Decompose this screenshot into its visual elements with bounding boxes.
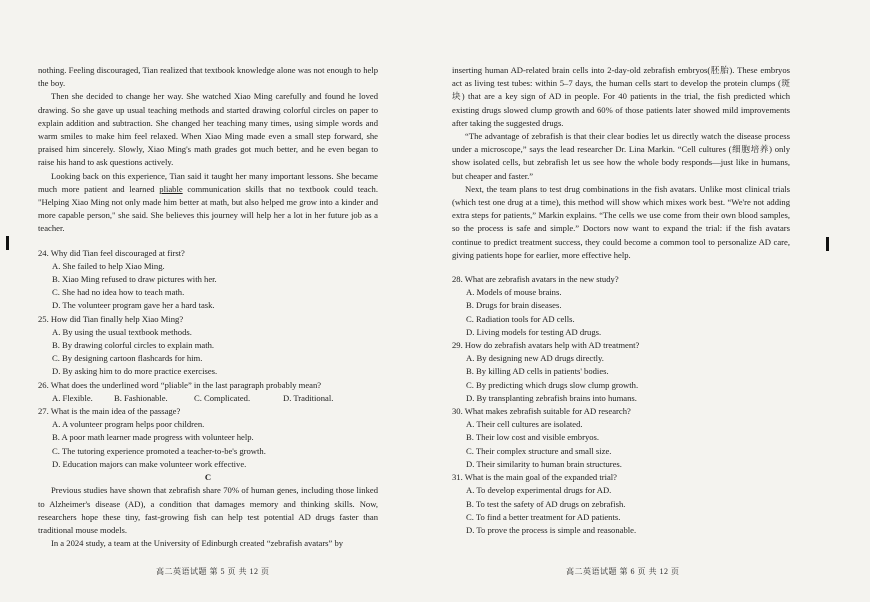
option: B. Drugs for brain diseases. xyxy=(466,300,562,311)
option: A. A volunteer program helps poor children. xyxy=(52,419,205,430)
option: B. A poor math learner made progress with volunteer help. xyxy=(52,432,254,443)
option: D. Their similarity to human brain structures. xyxy=(466,458,622,469)
option: D. The volunteer program gave her a hard task. xyxy=(52,300,215,311)
paragraph: In a 2024 study, a team at the University of Edinburgh created “zebrafish avatars” by xyxy=(51,538,344,549)
option: B. Fashionable. xyxy=(114,392,168,403)
options-row xyxy=(52,392,378,405)
option: C. Radiation tools for AD cells. xyxy=(466,313,575,324)
option: A. Flexible. xyxy=(52,392,93,403)
option: C. Complicated. xyxy=(194,392,251,403)
page-5-footer: 高二英语试题 第 5 页 共 12 页 xyxy=(156,567,270,576)
option: B. Xiao Ming refused to draw pictures with her. xyxy=(52,274,217,285)
option: A. She failed to help Xiao Ming. xyxy=(52,260,165,271)
question-24: 24. Why did Tian feel discouraged at first? xyxy=(38,247,185,258)
paragraph: Then she decided to change her way. She watched Xiao Ming carefully and found he loved drawing. So she gave up usual teaching methods and started drawing colorful circles on paper to explain addition and subtraction. She changed her teaching many times, using simple words and warm smiles to make him feel relaxed. When Xiao Ming made even a small step forward, she praised him sincerely. Slowly, Xiao Ming's math grades got much better, and he even began to raise his hand to ask questions actively. xyxy=(38,91,378,168)
option: D. Education majors can make volunteer work effective. xyxy=(52,458,247,469)
option: C. She had no idea how to teach math. xyxy=(52,287,185,298)
page-6-footer: 高二英语试题 第 6 页 共 12 页 xyxy=(566,567,680,576)
question-26: 26. What does the underlined word “pliable” in the last paragraph probably mean? xyxy=(38,379,322,390)
option: D. To prove the process is simple and reasonable. xyxy=(466,524,637,535)
underlined-word: pliable xyxy=(159,183,183,194)
paragraph: “The advantage of zebrafish is that their clear bodies let us directly watch the disease process under a microscope,” says the lead researcher Dr. Lina Markin. “Cell cultures (细胞培养) only show isolated cells, but zebrafish let us see how the whole body responds—just like in humans, but cheaper and faster.” xyxy=(452,131,790,181)
paragraph: Next, the team plans to test drug combinations in the fish avatars. Unlike most clinical trials (which test one drug at a time), this method will show which mixes work best. “We're not adding extra steps for patients,” Markin explains. “The cells we use come from their own blood samples, so the process is safe and simple.” Doctors now want to expand the trial: if the fish avatars continue to predict treatment success, they could become a common tool to personalize AD care, giving patients hope for earlier, more effective help. xyxy=(452,183,790,260)
paragraph: Previous studies have shown that zebrafish share 70% of human genes, including those linked to Alzheimer's disease (AD), a condition that damages memory and thinking skills. Now, researchers hope these tiny, fast-growing fish can help test potential AD drugs faster than traditional mouse models. xyxy=(38,485,378,535)
option: A. By using the usual textbook methods. xyxy=(52,326,192,337)
option: A. By designing new AD drugs directly. xyxy=(466,353,604,364)
question-30: 30. What makes zebrafish suitable for AD research? xyxy=(452,406,631,417)
paragraph: inserting human AD-related brain cells into 2-day-old zebrafish embryos(胚胎). These embryos act as living test tubes: within 5–7 days, the human cells start to develop the protein clumps (斑块) that are a key sign of AD in people. For 40 patients in the trial, the fish predicted which existing drugs slowed clump growth and 60% of those patients later showed mild improvements after taking the suggested drugs. xyxy=(452,65,790,128)
option: D. By transplanting zebrafish brains into humans. xyxy=(466,392,637,403)
right-binding-mark xyxy=(826,237,829,251)
option: C. Their complex structure and small size. xyxy=(466,445,612,456)
question-27: 27. What is the main idea of the passage? xyxy=(38,406,181,417)
option: D. By asking him to do more practice exercises. xyxy=(52,366,218,377)
page-5-column xyxy=(38,64,378,550)
option: B. By drawing colorful circles to explain math. xyxy=(52,340,215,351)
paragraph xyxy=(38,170,378,236)
option: A. Models of mouse brains. xyxy=(466,287,562,298)
paragraph: nothing. Feeling discouraged, Tian realized that textbook knowledge alone was not enough to help the boy. xyxy=(38,65,378,89)
option: C. The tutoring experience promoted a teacher-to-be's growth. xyxy=(52,445,266,456)
section-label: C xyxy=(204,472,212,483)
option: C. By designing cartoon flashcards for him. xyxy=(52,353,203,364)
option: B. To test the safety of AD drugs on zebrafish. xyxy=(466,498,626,509)
left-binding-mark xyxy=(6,236,9,250)
option: B. By killing AD cells in patients' bodies. xyxy=(466,366,609,377)
question-25: 25. How did Tian finally help Xiao Ming? xyxy=(38,313,184,324)
question-31: 31. What is the main goal of the expanded trial? xyxy=(452,472,617,483)
option: C. By predicting which drugs slow clump growth. xyxy=(466,379,639,390)
question-29: 29. How do zebrafish avatars help with AD treatment? xyxy=(452,340,640,351)
option: D. Traditional. xyxy=(283,392,334,403)
option: A. To develop experimental drugs for AD. xyxy=(466,485,612,496)
page-6-column xyxy=(452,64,790,537)
option: D. Living models for testing AD drugs. xyxy=(466,326,602,337)
option: C. To find a better treatment for AD patients. xyxy=(466,511,621,522)
question-28: 28. What are zebrafish avatars in the new study? xyxy=(452,274,619,285)
option: A. Their cell cultures are isolated. xyxy=(466,419,583,430)
paragraph-lead: Looking back on this experience, Tian said it taught her many important lessons. She became much more patient and learned xyxy=(38,170,378,194)
option: B. Their low cost and visible embryos. xyxy=(466,432,600,443)
paragraph-rest: communication skills that no textbook could teach. "Helping Xiao Ming not only made him better at math, but also helped me grow into a kinder and more capable person," she said. She believes this journey will help her a lot in her future job as a teacher. xyxy=(38,183,378,234)
